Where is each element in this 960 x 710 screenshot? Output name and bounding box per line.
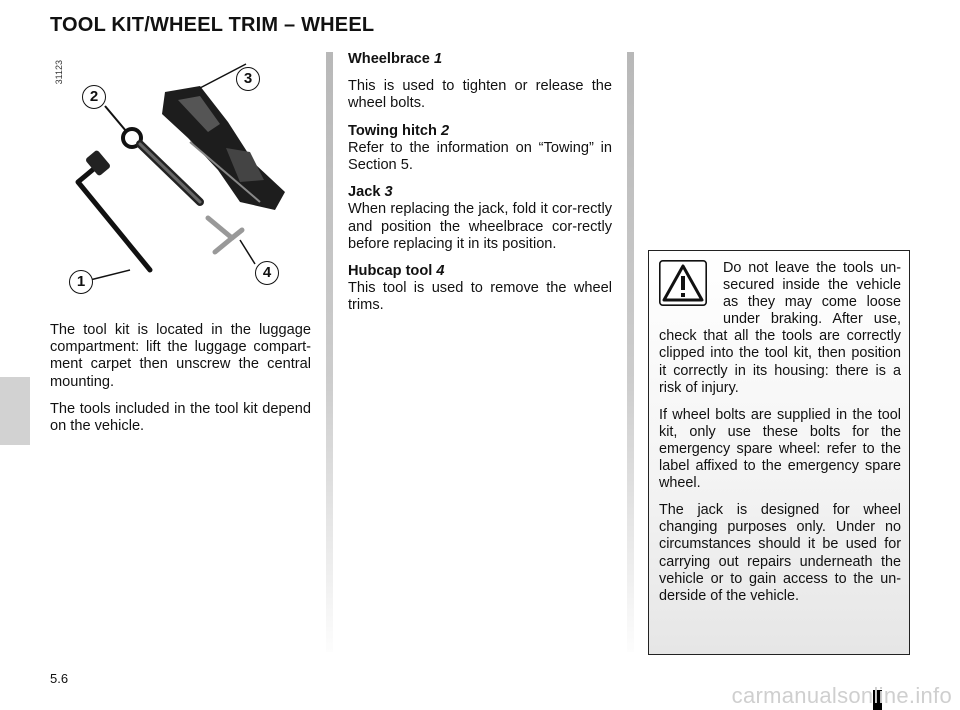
tool-ref: 3 bbox=[384, 184, 393, 201]
warning-box bbox=[648, 250, 910, 655]
intro-paragraph: The tool kit is located in the luggage compartment: lift the luggage compart-ment carpet then unscrew the central mounting. bbox=[50, 322, 311, 390]
section-tab bbox=[0, 377, 30, 445]
tool-item bbox=[348, 184, 612, 253]
callout-2: 2 bbox=[82, 85, 106, 109]
tool-item bbox=[348, 51, 612, 68]
callout-4: 4 bbox=[255, 261, 279, 285]
tool-item bbox=[348, 263, 612, 315]
warning-triangle-icon bbox=[659, 260, 715, 316]
tool-description: This is used to tighten or release the wheel bolts. bbox=[348, 78, 612, 112]
page-title: TOOL KIT/WHEEL TRIM – WHEEL bbox=[50, 14, 375, 36]
figure-code: 31123 bbox=[54, 60, 64, 85]
intro-text bbox=[50, 322, 311, 445]
tool-ref: 2 bbox=[440, 122, 450, 139]
footer-watermark: carmanualsonline.info bbox=[731, 683, 952, 708]
column-divider bbox=[326, 52, 333, 652]
warning-paragraph: If wheel bolts are supplied in the tool kit, only use these bolts for the emergency spare wheel: refer to the label affixed to the emergency spare wheel. bbox=[659, 406, 901, 492]
tool-heading: Hubcap tool bbox=[348, 263, 433, 280]
callout-3: 3 bbox=[236, 67, 260, 91]
hubcap-tool-drawing bbox=[208, 218, 255, 264]
tool-item bbox=[348, 123, 612, 175]
intro-paragraph: The tools included in the tool kit depend on the vehicle. bbox=[50, 400, 311, 435]
tool-description: Refer to the information on “Towing” in Section 5. bbox=[348, 139, 612, 174]
tool-description: This tool is used to remove the wheel trims. bbox=[348, 280, 612, 314]
tool-description: When replacing the jack, fold it cor-rectly and position the wheelbrace cor-rectly before replacing it in its position. bbox=[348, 201, 612, 252]
tool-ref: 1 bbox=[433, 51, 443, 67]
tool-list bbox=[348, 51, 612, 325]
wheelbrace-drawing bbox=[78, 149, 150, 270]
warning-text bbox=[659, 260, 901, 615]
tool-heading: Wheelbrace bbox=[348, 51, 430, 67]
warning-paragraph: Do not leave the tools un-secured inside the vehicle as they may come loose under braking. After use, check that all the tools are correctly clipped into the tool kit, then position it correctly in its housing: there is a risk of injury. bbox=[659, 260, 901, 396]
warning-paragraph: The jack is designed for wheel changing purposes only. Under no circumstances should it be used for carrying out repairs underneath the vehicle or to gain access to the un-derside of the vehicle. bbox=[659, 502, 901, 604]
page-number: 5.6 bbox=[50, 671, 69, 686]
tool-heading: Jack bbox=[348, 184, 381, 201]
column-divider bbox=[627, 52, 634, 652]
callout-1: 1 bbox=[69, 270, 93, 294]
tool-heading: Towing hitch bbox=[348, 122, 437, 139]
tool-ref: 4 bbox=[436, 263, 445, 280]
tool-kit-illustration bbox=[50, 52, 320, 310]
